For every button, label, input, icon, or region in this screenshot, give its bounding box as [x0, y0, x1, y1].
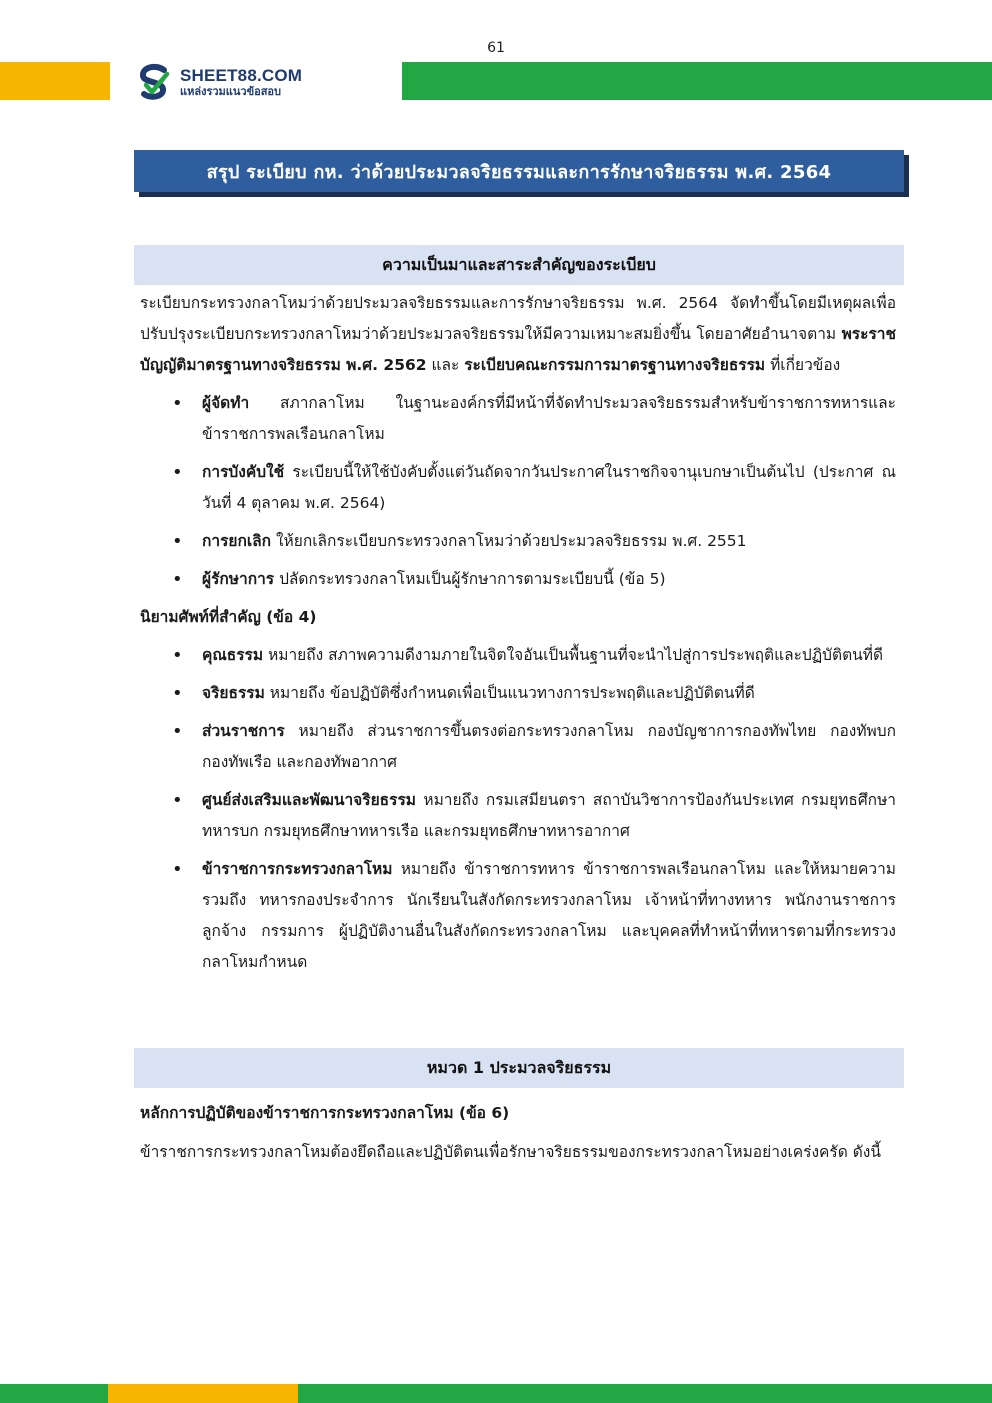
sheet88-logo-icon	[134, 62, 174, 102]
footer-band-green-left	[0, 1384, 108, 1403]
principles-paragraph: ข้าราชการกระทรวงกลาโหมต้องยึดถือและปฏิบัติตนเพื่อรักษาจริยธรรมของกระทรวงกลาโหมอย่างเคร่งครัด ดังนี้	[140, 1143, 881, 1161]
section-header-chapter-1: หมวด 1 ประมวลจริยธรรม	[134, 1048, 904, 1088]
definition-item: • คุณธรรม หมายถึง สภาพความดีงามภายในจิตใจอันเป็นพื้นฐานที่จะนำไปสู่การประพฤติและปฏิบัติตนที่ดี	[172, 645, 884, 666]
list-item: • การยกเลิก ให้ยกเลิกระเบียบกระทรวงกลาโหมว่าด้วยประมวลจริยธรรม พ.ศ. 2551	[172, 531, 747, 552]
definitions-heading: นิยามศัพท์ที่สำคัญ (ข้อ 4)	[140, 608, 317, 626]
principles-heading: หลักการปฏิบัติของข้าราชการกระทรวงกลาโหม (ข้อ 6)	[140, 1104, 510, 1122]
page-number: 61	[487, 40, 505, 56]
header-band-green	[402, 62, 992, 100]
definition-item: • จริยธรรม หมายถึง ข้อปฏิบัติซึ่งกำหนดเพื่อเป็นแนวทางการประพฤติและปฏิบัติตนที่ดี	[172, 683, 755, 704]
section-chapter-1-content	[140, 1098, 896, 1168]
definition-item: • ส่วนราชการ หมายถึง ส่วนราชการขึ้นตรงต่อกระทรวงกลาโหม กองบัญชาการกองทัพไทย กองทัพบก กองทัพเรือ และกองทัพอากาศ	[172, 721, 896, 771]
logo-subtitle: แหล่งรวมแนวข้อสอบ	[180, 85, 282, 98]
footer-band-green-right	[298, 1384, 992, 1403]
sheet88-logo	[134, 64, 302, 100]
document-title: สรุป ระเบียบ กห. ว่าด้วยประมวลจริยธรรมและการรักษาจริยธรรม พ.ศ. 2564	[134, 150, 904, 192]
intro-paragraph: ระเบียบกระทรวงกลาโหมว่าด้วยประมวลจริยธรรมและการรักษาจริยธรรม พ.ศ. 2564 จัดทำขึ้นโดยมีเหตุผลเพื่อปรับปรุงระเบียบกระทรวงกลาโหมว่าด้วยประมวลจริยธรรมให้มีความเหมาะสมยิ่งขึ้น โดยอาศัยอำนาจตาม พระราชบัญญัติมาตรฐานทางจริยธรรม พ.ศ. 2562 และ ระเบียบคณะกรรมการมาตรฐานทางจริยธรรม ที่เกี่ยวข้อง	[140, 294, 896, 374]
footer-band-yellow	[108, 1384, 298, 1403]
header-band-yellow	[0, 62, 110, 100]
list-item: • การบังคับใช้ ระเบียบนี้ให้ใช้บังคับตั้งแต่วันถัดจากวันประกาศในราชกิจจานุเบกษาเป็นต้นไป (ประกาศ ณ วันที่ 4 ตุลาคม พ.ศ. 2564)	[172, 462, 896, 512]
logo-title: SHEET88.COM	[180, 66, 303, 85]
definitions-list	[140, 640, 896, 978]
list-item: • ผู้จัดทำ สภากลาโหม ในฐานะองค์กรที่มีหน้าที่จัดทำประมวลจริยธรรมสำหรับข้าราชการทหารและข้าราชการพลเรือนกลาโหม	[172, 393, 896, 443]
definition-item: • ข้าราชการกระทรวงกลาโหม หมายถึง ข้าราชการทหาร ข้าราชการพลเรือนกลาโหม และให้หมายความรวมถึง ทหารกองประจำการ นักเรียนในสังกัดกระทรวงกลาโหม เจ้าหน้าที่ทางทหาร พนักงานราชการ ลูกจ้าง กรรมการ ผู้ปฏิบัติงานอื่นในสังกัดกระทรวงกลาโหม และบุคคลที่ทำหน้าที่ทหารตามที่กระทรวงกลาโหมกำหนด	[172, 859, 896, 971]
definition-item: • ศูนย์ส่งเสริมและพัฒนาจริยธรรม หมายถึง กรมเสมียนตรา สถาบันวิชาการป้องกันประเทศ กรมยุทธศึกษาทหารบก กรมยุทธศึกษาทหารเรือ และกรมยุทธศึกษาทหารอากาศ	[172, 790, 896, 840]
section-header-background: ความเป็นมาและสาระสำคัญของระเบียบ	[134, 245, 904, 285]
key-points-list	[140, 388, 896, 595]
list-item: • ผู้รักษาการ ปลัดกระทรวงกลาโหมเป็นผู้รักษาการตามระเบียบนี้ (ข้อ 5)	[172, 569, 666, 590]
section-background-content	[140, 288, 896, 985]
